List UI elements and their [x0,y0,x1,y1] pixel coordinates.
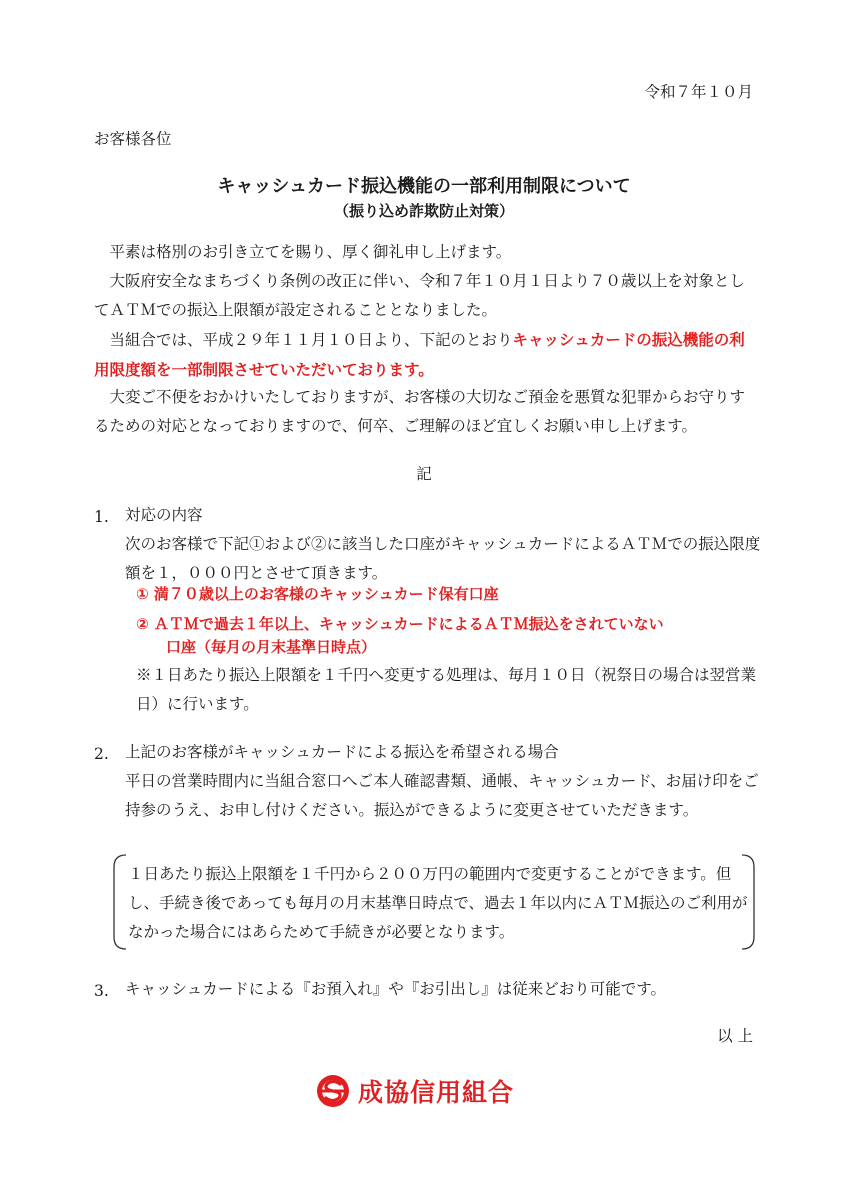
section-1-note: ※１日あたり振込上限額を１千円へ変更する処理は、毎月１０日（祝祭日の場合は翌営業日）に行います。 [136,666,757,713]
document-subtitle: （振り込め詐欺防止対策） [333,202,514,220]
intro-paragraph-3 [94,325,759,385]
section-1-item-2: ② ＡＴＭで過去１年以上、キャッシュカードによるＡＴＭ振込をされていない [136,615,664,633]
document-title: キャッシュカード振込機能の一部利用制限について [217,176,631,197]
section-1-item-2-continued: 口座（毎月の月末基準日時点） [166,638,377,656]
section-3-text: キャッシュカードによる『お預入れ』や『お引出し』は従来どおり可能です。 [125,980,666,998]
section-1-heading: 対応の内容 [125,506,203,524]
closing-mark: 以 上 [717,1027,753,1045]
intro-paragraph-3-plain: 当組合では、平成２９年１１月１０日より、下記のとおり [109,331,513,349]
section-3-number: 3. [94,982,109,1000]
salutation: お客様各位 [94,130,172,148]
credit-union-emblem-icon [316,1074,350,1108]
intro-paragraph-2: 大阪府安全なまちづくり条例の改正に伴い、令和７年１０月１日より７０歳以上を対象としてＡＴＭでの振込上限額が設定されることとなりました。 [94,272,745,319]
section-1-item-1: ① 満７０歳以上のお客様のキャッシュカード保有口座 [136,585,499,603]
intro-paragraph-1: 平素は格別のお引き立てを賜り、厚く御礼申し上げます。 [109,243,512,261]
section-2-text: 平日の営業時間内に当組合窓口へご本人確認書類、通帳、キャッシュカード、お届け印をご持参のうえ、お申し付けください。振込ができるように変更させていただきます。 [125,772,759,819]
info-box-text: １日あたり振込上限額を１千円から２００万円の範囲内で変更することができます。但し、手続き後であっても毎月の月末基準日時点で、過去１年以内にＡＴＭ振込のご利用がなかった場合にはあらためて手続きが必要となります。 [128,865,748,941]
ki-marker: 記 [416,465,432,483]
section-1-number: 1. [94,508,109,526]
intro-paragraph-4: 大変ご不便をおかけいたしておりますが、お客様の大切なご預金を悪質な犯罪からお守りするための対応となっておりますので、何卒、ご理解のほど宜しくお願い申し上げます。 [94,388,746,435]
organization-name: 成協信用組合 [358,1078,515,1107]
document-date: 令和７年１０月 [644,83,753,101]
organization-logo [316,1071,514,1111]
info-bracket-box [112,854,756,950]
section-1-text: 次のお客様で下記①および②に該当した口座がキャッシュカードによるＡＴＭでの振込限度額を１，０００円とさせて頂きます。 [125,535,761,582]
section-2-heading: 上記のお客様がキャッシュカードによる振込を希望される場合 [125,743,559,761]
intro-paragraph-3-highlight: キャッシュカードの振込機能の利用限度額を一部制限させていただいております。 [94,330,745,379]
section-2-number: 2. [94,745,109,763]
